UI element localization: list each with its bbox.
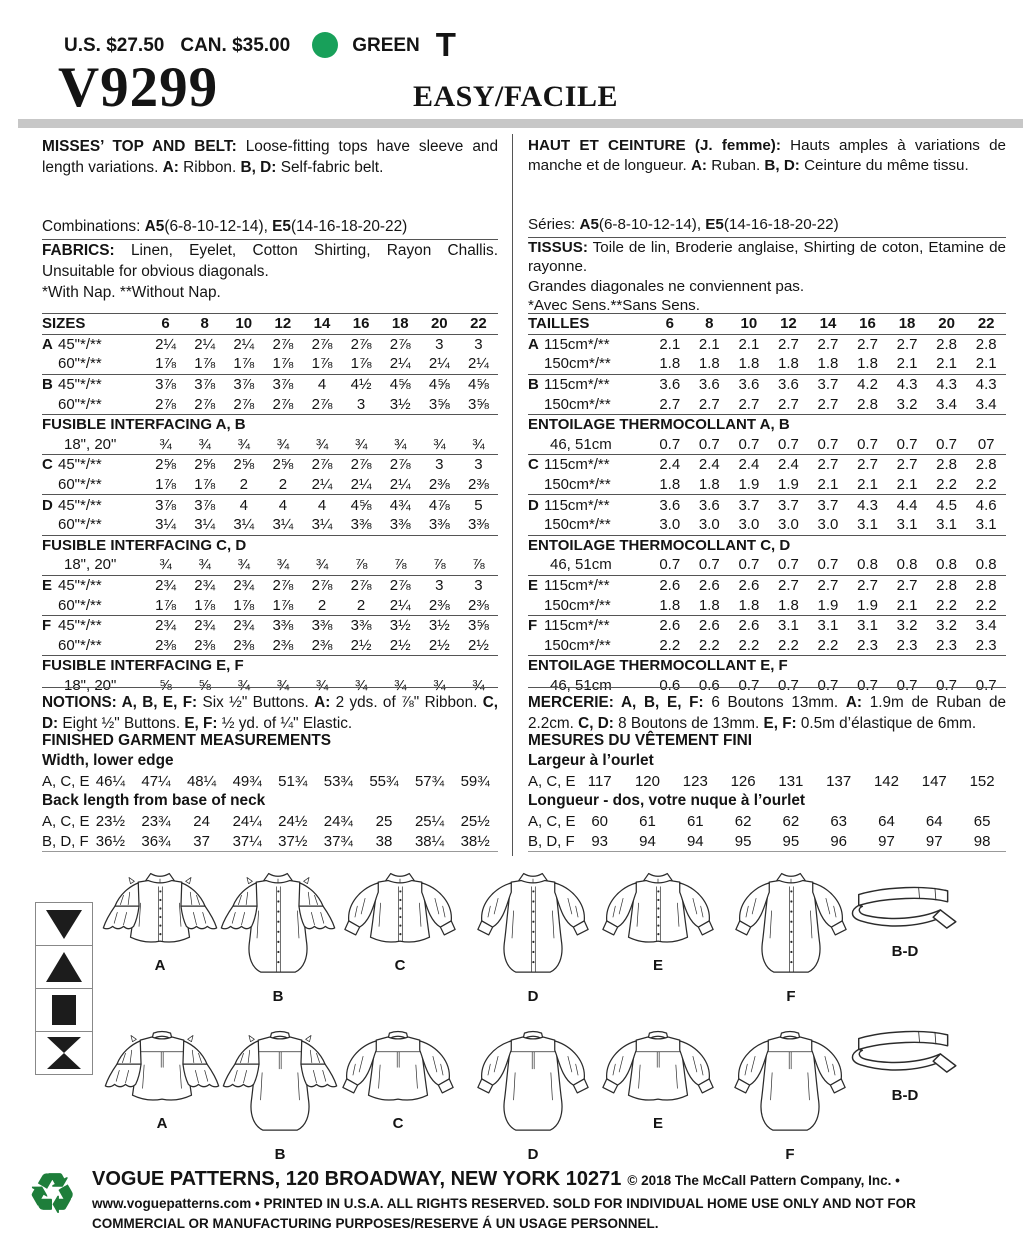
fr-description: HAUT ET CEINTURE (J. femme): Hauts amples à variations de manche et de longueur. A: Ruban. B, D: Ceinture du même tissu. <box>528 137 1006 174</box>
fr-nap-note: *Avec Sens.**Sans Sens. <box>528 297 700 314</box>
garment-back-d <box>467 1030 599 1163</box>
view-symbols-strip <box>35 902 93 1075</box>
size-letter: T <box>435 26 456 63</box>
symbol-triangle-up-icon <box>36 946 92 989</box>
figure-label: F <box>785 1145 795 1163</box>
fr-yardage-table: TAILLES 6 8 10 12 14 16 18 20 22 A 115cm*/** 2.1 2.1 2.1 2.7 2.7 2.7 2.7 2.8 2.8 150cm*/** 1.8 1.8 1.8 1.8 1.8 1.8 2.1 2.1 2.1 B 115cm*/** 3.6 3.6 3.6 3.6 3.7 4.2 4.3 4.3 4.3 150cm*/** 2.7 2.7 2.7 2.7 2.7 2.8 3.2 3.4 3.4 ENTOILAGE THERMOCOLLANT A, B 46, 51cm 0.7 0.7 0.7 0.7 0.7 0.7 0.7 0.7 07 C 115cm*/** 2.4 2.4 2.4 2.4 2.7 2.7 2.7 2.8 2.8 150cm*/** 1.8 1.8 1.9 1.9 2.1 2.1 2.1 2.2 2.2 D 115cm*/** 3.6 3.6 3.7 3.7 3.7 4.3 4.4 4.5 4.6 150cm*/** 3.0 3.0 3.0 3.0 3.0 3.1 3.1 3.1 3.1 ENTOILAGE THERMOCOLLANT C, D 46, 51cm 0.7 0.7 0.7 0.7 0.7 0.8 0.8 0.8 0.8 E 115cm*/** 2.6 2.6 2.6 2.7 2.7 2.7 2.7 2.8 2.8 150cm*/** 1.8 1.8 1.8 1.8 1.9 1.9 2.1 2.2 2.2 F 115cm*/** 2.6 2.6 2.6 3.1 3.1 3.1 3.2 3.2 3.4 150cm*/** 2.2 2.2 2.2 2.2 2.2 2.3 2.3 2.3 2.3 ENTOILAGE THERMOCOLLANT E, F 46, 51cm 0.6 0.6 0.7 0.7 0.7 0.7 0.7 0.7 0.7 <box>528 313 1006 695</box>
footer-copyright: © 2018 The McCall Pattern Company, Inc. • <box>627 1173 900 1188</box>
en-yardage-table: SIZES 6 8 10 12 14 16 18 20 22 A 45"*/** 2¼ 2¼ 2¼ 2⅞ 2⅞ 2⅞ 2⅞ 3 3 60"*/** 1⅞ 1⅞ 1⅞ 1⅞ 1⅞ 1⅞ 2¼ 2¼ 2¼ B 45"*/** 3⅞ 3⅞ 3⅞ 3⅞ 4 4½ 4⅝ 4⅝ 4⅝ 60"*/** 2⅞ 2⅞ 2⅞ 2⅞ 2⅞ 3 3½ 3⅝ 3⅝ FUSIBLE INTERFACING A, B 18", 20" ¾ ¾ ¾ ¾ ¾ ¾ ¾ ¾ ¾ C 45"*/** 2⅝ 2⅝ 2⅝ 2⅝ 2⅞ 2⅞ 2⅞ 3 3 60"*/** 1⅞ 1⅞ 2 2 2¼ 2¼ 2¼ 2⅜ 2⅜ D 45"*/** 3⅞ 3⅞ 4 4 4 4⅝ 4¾ 4⅞ 5 60"*/** 3¼ 3¼ 3¼ 3¼ 3¼ 3⅜ 3⅜ 3⅜ 3⅜ FUSIBLE INTERFACING C, D 18", 20" ¾ ¾ ¾ ¾ ¾ ⅞ ⅞ ⅞ ⅞ E 45"*/** 2¾ 2¾ 2¾ 2⅞ 2⅞ 2⅞ 2⅞ 3 3 60"*/** 1⅞ 1⅞ 1⅞ 1⅞ 2 2 2¼ 2⅜ 2⅜ F 45"*/** 2¾ 2¾ 2¾ 3⅜ 3⅜ 3⅜ 3½ 3½ 3⅝ 60"*/** 2⅜ 2⅜ 2⅜ 2⅜ 2⅜ 2½ 2½ 2½ 2½ FUSIBLE INTERFACING E, F 18", 20" ⅝ ⅝ ¾ ¾ ¾ ¾ ¾ ¾ ¾ <box>42 313 498 695</box>
en-finished-measurements: FINISHED GARMENT MEASUREMENTS Width, lower edge A, C, E 46¼ 47¼ 48¼ 49¾ 51¾ 53¾ 55¾ 57¾ 59¾ Back length from base of neck A, C, E 23½ 23¾ 24 24¼ 24½ 24¾ 25 25¼ 25½ B, D, F 36½ 36¾ 37 37¼ 37½ 37¾ 38 38¼ 38½ <box>42 731 498 852</box>
garment-front-b <box>212 872 344 1005</box>
garment-back-a <box>96 1030 228 1132</box>
footer-rights-line-2: COMMERCIAL OR MANUFACTURING PURPOSES/RESERVE Á UN USAGE PERSONNEL. <box>92 1216 659 1231</box>
garment-front-a <box>94 872 226 974</box>
price-us: U.S. $27.50 <box>64 35 165 56</box>
figure-label: C <box>394 956 406 974</box>
en-notions: NOTIONS: A, B, E, F: Six ½" Buttons. A: 2 yds. of ⅞" Ribbon. C, D: Eight ½" Buttons. E, F: ½ yd. of ¼" Elastic. <box>42 687 498 734</box>
garment-front-f <box>725 872 857 1005</box>
column-divider <box>512 134 513 856</box>
figure-label: C <box>392 1114 404 1132</box>
symbol-hourglass-icon <box>36 1032 92 1074</box>
symbol-triangle-down-icon <box>36 903 92 946</box>
en-description: MISSES’ TOP AND BELT: Loose-fitting tops have sleeve and length variations. A: Ribbon. B, D: Self-fabric belt. <box>42 138 499 176</box>
figure-label: F <box>786 987 796 1005</box>
figure-label: B-D <box>891 943 919 961</box>
figure-label: D <box>527 987 539 1005</box>
figure-label: A <box>156 1114 168 1132</box>
footer-rights-line: www.voguepatterns.com • PRINTED IN U.S.A. ALL RIGHTS RESERVED. SOLD FOR INDIVIDUAL HOME USE ONLY AND NOT FOR <box>92 1196 916 1211</box>
pattern-number: V9299 <box>58 56 219 119</box>
figure-label: E <box>652 1114 663 1132</box>
fr-finished-measurements: MESURES DU VÊTEMENT FINI Largeur à l’ourlet A, C, E 117 120 123 126 131 137 142 147 152 Longueur - dos, votre nuque à l’ourlet A, C, E 60 61 61 62 62 63 64 64 65 B, D, F 93 94 94 95 95 96 97 97 98 <box>528 731 1006 852</box>
figure-label: B <box>274 1145 286 1163</box>
price-can: CAN. $35.00 <box>180 35 291 56</box>
french-column <box>528 136 1006 316</box>
en-combinations: Combinations: A5(6-8-10-12-14), E5(14-16-18-20-22) <box>42 216 498 240</box>
recycle-icon: ♻ <box>28 1164 77 1224</box>
header-divider-bar <box>18 119 1023 128</box>
figure-label: B-D <box>891 1087 919 1105</box>
footer <box>92 1168 1002 1231</box>
en-fabrics: FABRICS: Linen, Eyelet, Cotton Shirting, Rayon Challis. Unsuitable for obvious diagonals. <box>42 242 498 280</box>
fr-diagonals-note: Grandes diagonales ne conviennent pas. <box>528 277 805 295</box>
garment-front-e <box>592 872 724 974</box>
symbol-square-icon <box>36 989 92 1032</box>
figure-label: E <box>652 956 663 974</box>
garment-back-f <box>724 1030 856 1163</box>
english-column <box>42 136 498 303</box>
garment-front-d <box>467 872 599 1005</box>
garment-back-b-d <box>846 1024 964 1104</box>
fr-mercerie: MERCERIE: A, B, E, F: 6 Boutons 13mm. A: 1.9m de Ruban de 2.2cm. C, D: 8 Boutons de 13mm. E, F: 0.5m d’élastique de 6mm. <box>528 687 1006 734</box>
difficulty-label: EASY/FACILE <box>413 80 618 113</box>
garment-back-b <box>214 1030 346 1163</box>
fr-series: Séries: A5(6-8-10-12-14), E5(14-16-18-20-22) <box>528 215 1006 238</box>
green-dot-icon <box>312 32 338 58</box>
fr-tissus: TISSUS: Toile de lin, Broderie anglaise, Shirting de coton, Etamine de rayonne. <box>528 238 1006 275</box>
garment-back-e <box>592 1030 724 1132</box>
garment-front-b-d <box>846 880 964 960</box>
figure-label: D <box>527 1145 539 1163</box>
color-label: GREEN <box>352 35 420 56</box>
garment-back-c <box>332 1030 464 1132</box>
footer-publisher: VOGUE PATTERNS, 120 BROADWAY, NEW YORK 10271 <box>92 1168 622 1190</box>
garment-front-c <box>334 872 466 974</box>
figure-label: B <box>272 987 284 1005</box>
figure-label: A <box>154 956 166 974</box>
en-nap-note: *With Nap. **Without Nap. <box>42 284 221 301</box>
